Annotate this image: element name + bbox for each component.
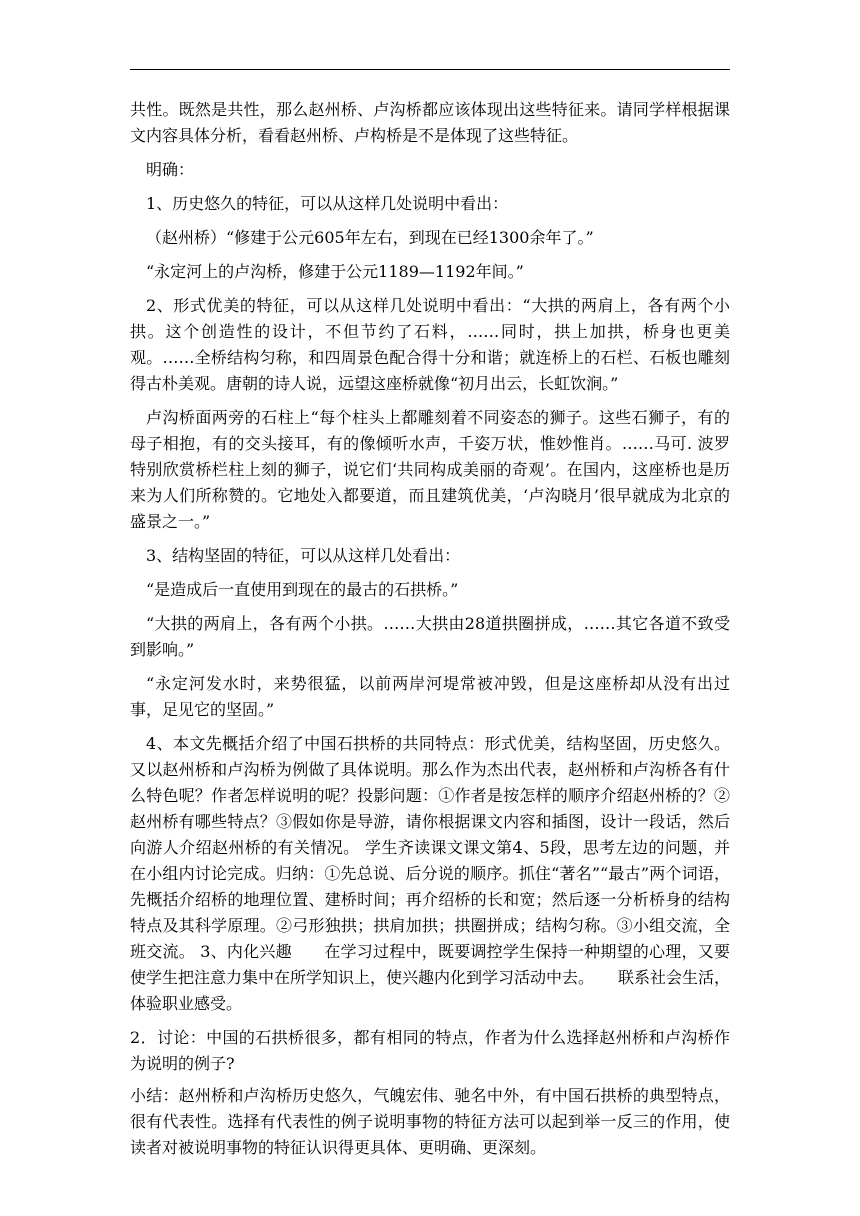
paragraph-flood: “永定河发水时，来势很猛，以前两岸河堤常被冲毁，但是这座桥却从没有出过事，足见它的坚固。” bbox=[130, 674, 730, 719]
paragraph-zhaozhou-date: （赵州桥）“修建于公元605年左右，到现在已经1300余年了。” bbox=[146, 228, 594, 247]
paragraph-clarify-label: 明确： bbox=[146, 160, 195, 179]
paragraph-continuation: 共性。既然是共性，那么赵州桥、卢沟桥都应该体现出这些特征来。请同学样根据课文内容具体分析，看看赵州桥、卢构桥是不是体现了这些特征。 bbox=[130, 100, 730, 145]
paragraph-beauty-feature: 2、形式优美的特征，可以从这样几处说明中看出：“大拱的两肩上，各有两个小拱。这个创造性的设计，不但节约了石料，……同时，拱上加拱，桥身也更美观。……全桥结构匀称，和四周景色配合得十分和谐；就连桥上的石栏、石板也雕刻得古朴美观。唐朝的诗人说，远望这座桥就像“初月出云，长虹饮涧。” bbox=[130, 296, 730, 393]
paragraph-summary-analysis: 4、本文先概括介绍了中国石拱桥的共同特点：形式优美，结构坚固，历史悠久。又以赵州桥和卢沟桥为例做了具体说明。那么作为杰出代表，赵州桥和卢沟桥各有什么特色呢？作者怎样说明的呢？投影问题：①作者是按怎样的顺序介绍赵州桥的？②赵州桥有哪些特点？③假如你是导游，请你根据课文内容和插图，设计一段话，然后向游人介绍赵州桥的有关情况。 学生齐读课文课文第4、5段，思考左边的问题，并在小组内讨论完成。归纳：①先总说、后分说的顺序。抓住“著名”“最古”两个词语，先概括介绍桥的地理位置、建桥时间；再介绍桥的长和宽；然后逐一分析桥身的结构特点及其科学原理。②弓形独拱；拱肩加拱；拱圈拼成；结构匀称。③小组交流，全班交流。 3、内化兴趣 在学习过程中，既要调控学生保持一种期望的心理，又要使学生把注意力集中在所学知识上，使兴趣内化到学习活动中去。 联系社会生活，体验职业感受。 bbox=[130, 734, 731, 1013]
paragraph-lugou-lions: 卢沟桥面两旁的石柱上“每个柱头上都雕刻着不同姿态的狮子。这些石狮子，有的母子相抱，有的交头接耳，有的像倾听水声，千姿万状，惟妙惟肖。……马可. 波罗特别欣赏桥栏柱上刻的狮子，说它们‘共同构成美丽的奇观’。在国内，这座桥也是历来为人们所称赞的。它地处入都要道，而且建筑优美，‘卢沟晓月’很早就成为北京的盛景之一。” bbox=[130, 408, 730, 531]
paragraph-oldest-bridge: “是造成后一直使用到现在的最古的石拱桥。” bbox=[146, 580, 459, 599]
paragraph-conclusion: 小结：赵州桥和卢沟桥历史悠久，气魄宏伟、驰名中外，有中国石拱桥的典型特点，很有代表性。选择有代表性的例子说明事物的特征方法可以起到举一反三的作用，使读者对被说明事物的特征认识得更具体、更明确、更深刻。 bbox=[130, 1086, 730, 1157]
paragraph-structure-feature: 3、结构坚固的特征，可以从这样几处看出： bbox=[146, 546, 461, 565]
header-rule bbox=[130, 69, 730, 70]
paragraph-discussion: 2．讨论：中国的石拱桥很多，都有相同的特点，作者为什么选择赵州桥和卢沟桥作为说明的例子? bbox=[130, 1028, 730, 1073]
document-content bbox=[130, 97, 730, 1169]
paragraph-lugou-date: “永定河上的卢沟桥，修建于公元1189—1192年间。” bbox=[146, 262, 524, 281]
paragraph-arches: “大拱的两肩上，各有两个小拱。……大拱由28道拱圈拼成，……其它各道不致受到影响。” bbox=[130, 614, 730, 659]
paragraph-history-feature: 1、历史悠久的特征，可以从这样几处说明中看出： bbox=[146, 194, 509, 213]
